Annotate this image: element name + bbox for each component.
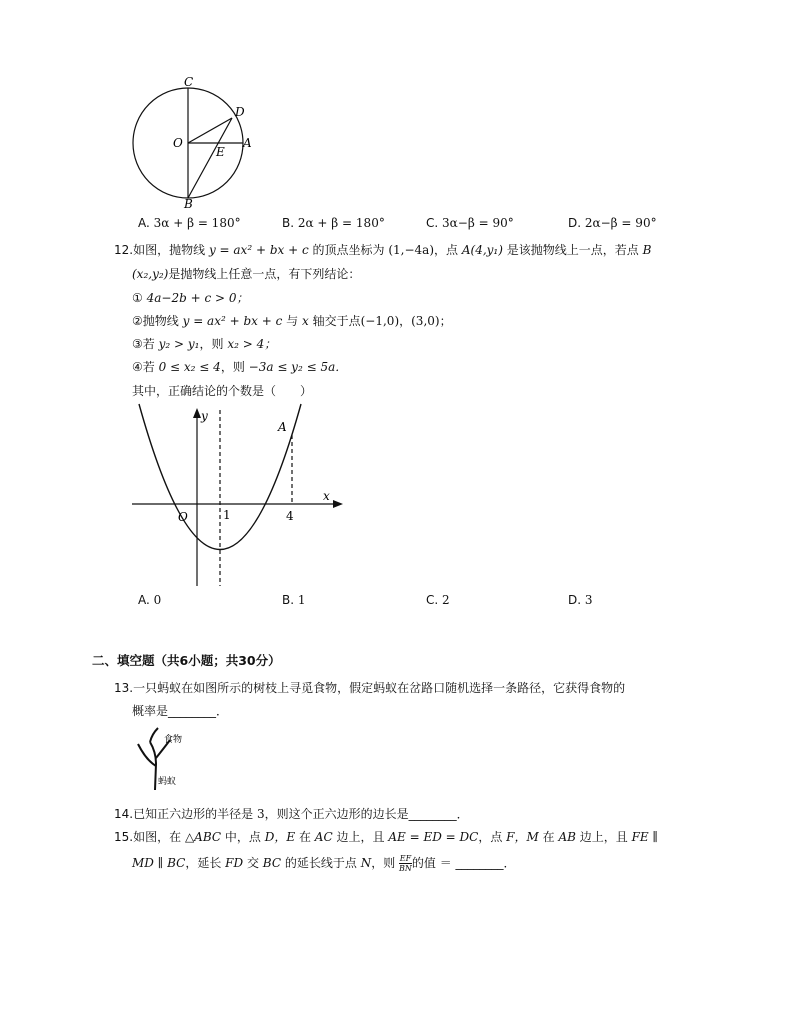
text: 已知正六边形的半径是 <box>133 807 254 821</box>
text: 一只蚂蚁在如图所示的树枝上寻觅食物，假定蚂蚁在岔路口随机选择一条路径，它获得食物的 <box>133 681 626 695</box>
branch-top <box>150 728 158 742</box>
expr: FE ∥ <box>631 830 659 844</box>
expr: 4a−2b + c > 0； <box>146 291 249 305</box>
text: 轴交于点 <box>312 314 361 328</box>
option-label: D. <box>568 216 582 230</box>
q12-conclusion-2 <box>132 312 452 329</box>
point-b-coord: (x₂,y₂) <box>132 267 169 281</box>
fraction-numerator: EF <box>399 854 412 863</box>
text: ，则 <box>199 337 224 351</box>
q15-line2 <box>132 854 516 873</box>
text: ④若 <box>132 360 155 374</box>
q12-option-b[interactable] <box>282 593 306 607</box>
q12-option-a[interactable] <box>138 593 161 607</box>
q12-option-c[interactable] <box>426 593 450 607</box>
q13-number: 13. <box>114 681 134 695</box>
q12-option-d[interactable] <box>568 593 593 607</box>
vertex-coord: (1,−4a) <box>388 243 434 257</box>
y-axis-arrow <box>193 408 201 418</box>
text: 在 <box>298 830 311 844</box>
text: 中，点 <box>224 830 261 844</box>
radius-value: 3 <box>256 807 265 821</box>
q12-line1 <box>114 241 651 258</box>
option-value: 1 <box>297 593 306 607</box>
expr: AC <box>314 830 333 844</box>
option-label: C. <box>426 593 439 607</box>
text: 的顶点坐标为 <box>312 243 385 257</box>
label-point-a: A <box>278 420 287 434</box>
q11-circle-figure <box>125 72 265 212</box>
text: ① <box>132 291 143 305</box>
option-label: C. <box>426 216 439 230</box>
fraction-denominator: BN <box>399 864 412 873</box>
text: ②抛物线 <box>132 314 179 328</box>
expr: −3a ≤ y₂ ≤ 5a． <box>248 360 348 374</box>
label-origin: O <box>178 510 188 524</box>
text: ，点 <box>434 243 459 257</box>
tick-label-1: 1 <box>223 508 231 522</box>
expr: AE = ED = DC <box>388 830 479 844</box>
expr: △ABC <box>184 830 222 844</box>
expr: FD <box>225 856 244 870</box>
q11-option-c[interactable] <box>426 216 514 230</box>
text: ，延长 <box>185 856 222 870</box>
q12-number: 12. <box>114 243 134 257</box>
expr: x <box>302 314 309 328</box>
option-label: A. <box>138 216 150 230</box>
expr: F，M <box>506 830 539 844</box>
q12-question: 其中，正确结论的个数是（ ） <box>132 384 313 398</box>
x-axis-arrow <box>333 500 343 508</box>
q12-conclusion-3 <box>132 335 276 352</box>
text: 是该抛物线上一点，若点 <box>506 243 639 257</box>
fraction-ef-bn <box>399 854 412 873</box>
text: 的延长线于点 <box>284 856 357 870</box>
label-d: D <box>235 105 245 119</box>
expr: y₂ > y₁ <box>158 337 200 351</box>
option-label: A. <box>138 593 150 607</box>
expr: D，E <box>264 830 296 844</box>
q12-line2 <box>132 265 360 282</box>
label-c: C <box>184 75 194 89</box>
text: 是抛物线上任意一点，有下列结论： <box>168 267 361 281</box>
option-value: 3 <box>584 593 593 607</box>
expr: N <box>360 856 372 870</box>
option-expr: 2α + β = 180° <box>297 216 385 230</box>
expr: BC <box>262 856 282 870</box>
text: ，点 <box>478 830 503 844</box>
label-o: O <box>173 136 183 150</box>
point-b-label: B <box>642 243 652 257</box>
q15-number: 15. <box>114 830 134 844</box>
q12-parabola-graph <box>125 400 350 590</box>
label-e: E <box>216 145 225 159</box>
expr: MD ∥ BC <box>132 856 186 870</box>
text: 的值 ＝ ________． <box>411 856 516 870</box>
q13-line2: 概率是________． <box>132 704 229 718</box>
text: 边上，且 <box>336 830 385 844</box>
option-label: B. <box>282 216 295 230</box>
text: 在 <box>542 830 555 844</box>
expr: x₂ > 4； <box>227 337 277 351</box>
label-y: y <box>201 409 208 423</box>
label-b: B <box>184 197 193 211</box>
option-label: D. <box>568 593 582 607</box>
label-a: A <box>243 136 252 150</box>
q11-option-b[interactable] <box>282 216 385 230</box>
parabola-equation: y = ax² + bx + c <box>208 243 309 257</box>
text: ，则 <box>220 360 245 374</box>
q11-option-d[interactable] <box>568 216 657 230</box>
point-a-coord: A(4,y₁) <box>461 243 503 257</box>
q13-tree-branch-figure <box>130 724 200 794</box>
q15-line1 <box>114 828 658 845</box>
option-label: B. <box>282 593 295 607</box>
text: 交 <box>246 856 259 870</box>
section-title: 二、填空题（共6小题；共30分） <box>92 653 281 668</box>
option-expr: 3α + β = 180° <box>153 216 241 230</box>
q13-line1 <box>114 679 625 696</box>
option-expr: 2α−β = 90° <box>584 216 657 230</box>
ant-label: 蚂蚁 <box>158 777 177 787</box>
text: ，则这个正六边形的边长是________． <box>264 807 469 821</box>
q12-conclusion-4 <box>132 358 347 375</box>
text: 边上，且 <box>579 830 628 844</box>
text: 如图，抛物线 <box>133 243 206 257</box>
expr: y = ax² + bx + c <box>182 314 283 328</box>
q11-option-a[interactable] <box>138 216 241 230</box>
q12-conclusion-1 <box>132 289 248 306</box>
tick-label-4: 4 <box>286 509 294 523</box>
option-value: 0 <box>153 593 162 607</box>
expr: AB <box>558 830 576 844</box>
text: ，则 <box>371 856 396 870</box>
label-x: x <box>323 489 330 503</box>
text: ③若 <box>132 337 155 351</box>
q14-line <box>114 805 469 822</box>
text: 与 <box>286 314 299 328</box>
food-label: 食物 <box>164 735 183 745</box>
option-expr: 3α−β = 90° <box>442 216 514 230</box>
q14-number: 14. <box>114 807 134 821</box>
expr: 0 ≤ x₂ ≤ 4 <box>158 360 221 374</box>
expr: (−1,0)，(3,0)； <box>360 314 452 328</box>
option-value: 2 <box>442 593 450 607</box>
text: 如图，在 <box>133 830 182 844</box>
